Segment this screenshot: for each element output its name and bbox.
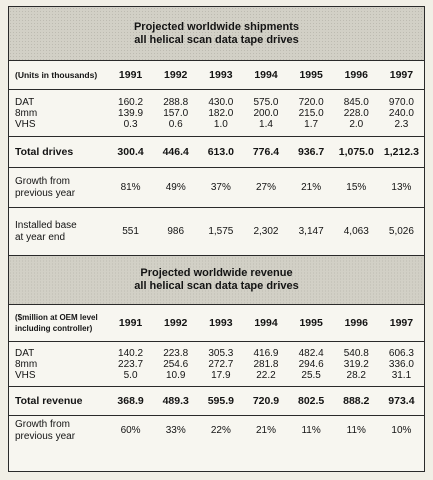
format-values-cell [153, 342, 198, 387]
text-line: VHS [15, 118, 36, 130]
table-cell: 416.9 [253, 347, 279, 359]
format-values-cell [198, 90, 243, 137]
table-cell: 200.0 [253, 107, 279, 119]
row-label [9, 208, 108, 256]
table-cell: 157.0 [163, 107, 189, 119]
table-cell: 2.3 [394, 118, 409, 130]
text-line: VHS [15, 369, 36, 381]
table-cell: 13% [379, 168, 424, 208]
table-cell: 1,075.0 [334, 137, 379, 168]
table-cell: 802.5 [289, 387, 334, 416]
table-cell: 182.0 [208, 107, 234, 119]
table-cell: 5.0 [123, 369, 138, 381]
format-values-cell [243, 90, 288, 137]
table-cell: 10.9 [165, 369, 186, 381]
table-cell: 140.2 [118, 347, 144, 359]
shipments-title-row [9, 7, 424, 61]
table-cell: 720.9 [243, 387, 288, 416]
table-cell: 15% [334, 168, 379, 208]
table-cell: 31.1 [391, 369, 412, 381]
table-cell: 986 [153, 208, 198, 256]
table-cell: 160.2 [118, 96, 144, 108]
table-cell: 551 [108, 208, 153, 256]
shipments-table-title [9, 7, 424, 61]
revenue-title-row [9, 256, 424, 305]
table-cell: 25.5 [301, 369, 321, 381]
row-label [9, 168, 108, 208]
year-header: 1996 [334, 305, 379, 342]
revenue-header-row [9, 305, 424, 342]
year-header: 1996 [334, 61, 379, 90]
table-cell: 888.2 [334, 387, 379, 416]
table-cell: 446.4 [153, 137, 198, 168]
revenue-table-title [9, 256, 424, 305]
table-cell: 776.4 [243, 137, 288, 168]
table-cell: 2,302 [243, 208, 288, 256]
year-header: 1994 [243, 61, 288, 90]
table-cell: 1,212.3 [379, 137, 424, 168]
table-cell: 223.8 [163, 347, 189, 359]
text-line: ($million at OEM level [15, 313, 98, 322]
row-label [9, 416, 108, 447]
table-cell: 11% [301, 425, 321, 436]
format-values-cell [289, 342, 334, 387]
table-cell: 139.9 [118, 107, 144, 119]
table-cell: 575.0 [253, 96, 279, 108]
text-line: 8mm [15, 358, 38, 370]
year-header: 1997 [379, 61, 424, 90]
text-line: all helical scan data tape drives [134, 33, 299, 46]
text-line: previous year [15, 187, 76, 199]
table-cell: 540.8 [343, 347, 369, 359]
table-cell: 2.0 [349, 118, 364, 130]
table-cell: 272.7 [208, 358, 234, 370]
table-cell: 3,147 [289, 208, 334, 256]
table-cell: 1.0 [213, 118, 228, 130]
shipments-total-row [9, 137, 424, 168]
table-cell: 240.0 [388, 107, 414, 119]
format-values-cell [379, 90, 424, 137]
year-header: 1993 [198, 305, 243, 342]
table-cell: 0.6 [168, 118, 183, 130]
table-cell: 228.0 [343, 107, 369, 119]
table-cell: 845.0 [343, 96, 369, 108]
table-cell: 281.8 [253, 358, 279, 370]
table-cell: 305.3 [208, 347, 234, 359]
row-label: Total revenue [9, 387, 108, 416]
format-values-cell [108, 342, 153, 387]
year-header: 1993 [198, 61, 243, 90]
table-cell: 1,575 [198, 208, 243, 256]
table-cell: 336.0 [388, 358, 414, 370]
table-cell: 294.6 [298, 358, 324, 370]
format-values-cell [334, 90, 379, 137]
format-values-cell [334, 342, 379, 387]
year-header: 1995 [289, 305, 334, 342]
data-table-panel [8, 6, 425, 472]
table-cell: 37% [198, 168, 243, 208]
table-cell: 936.7 [289, 137, 334, 168]
table-cell: 319.2 [343, 358, 369, 370]
year-header: 1991 [108, 305, 153, 342]
table-cell: 613.0 [198, 137, 243, 168]
year-header: 1995 [289, 61, 334, 90]
text-line: all helical scan data tape drives [134, 280, 299, 292]
table-cell: 27% [243, 168, 288, 208]
table-cell: 973.4 [379, 387, 424, 416]
table-cell: 223.7 [118, 358, 144, 370]
text-line: at year end [15, 231, 66, 243]
year-header: 1994 [243, 305, 288, 342]
format-values-cell [108, 90, 153, 137]
table-cell: 10% [391, 425, 412, 436]
year-header: 1997 [379, 305, 424, 342]
table-cell: 0.3 [123, 118, 138, 130]
table-cell: 1.4 [259, 118, 273, 130]
table-cell: 11% [346, 425, 366, 436]
table-cell: 33% [165, 425, 186, 436]
text-line: Growth from [15, 419, 71, 430]
format-values-cell [243, 342, 288, 387]
table-cell: 720.0 [298, 96, 324, 108]
table-cell: 21% [255, 425, 276, 436]
table-cell: 595.9 [198, 387, 243, 416]
shipments-growth-row [9, 168, 424, 208]
format-values-cell [289, 90, 334, 137]
table-cell: 4,063 [334, 208, 379, 256]
table-cell: 489.3 [153, 387, 198, 416]
table-cell: 28.2 [346, 369, 366, 381]
text-line: previous year [15, 431, 76, 442]
table-cell: 970.0 [388, 96, 414, 108]
revenue-unit-label [9, 305, 108, 342]
text-line: Growth from [15, 175, 71, 187]
table-cell: 49% [153, 168, 198, 208]
format-labels [9, 342, 108, 387]
format-values-cell [153, 90, 198, 137]
text-line: 8mm [15, 107, 38, 119]
revenue-format-rows [9, 342, 424, 387]
shipments-format-rows [9, 90, 424, 137]
format-labels [9, 90, 108, 137]
text-line: Installed base [15, 219, 77, 231]
text-line: including controller) [15, 324, 93, 333]
table-cell: 5,026 [379, 208, 424, 256]
shipments-header-row [9, 61, 424, 90]
table-cell: 215.0 [298, 107, 324, 119]
table-cell: 482.4 [298, 347, 324, 359]
table-cell: 288.8 [163, 96, 189, 108]
table-cell: 17.9 [211, 369, 231, 381]
year-header: 1991 [108, 61, 153, 90]
text-line: Projected worldwide shipments [133, 20, 300, 33]
table-cell: 606.3 [388, 347, 414, 359]
table-cell: 368.9 [108, 387, 153, 416]
row-label: Total drives [9, 137, 108, 168]
format-values-cell [198, 342, 243, 387]
revenue-total-row [9, 387, 424, 416]
table-cell: 21% [289, 168, 334, 208]
table-cell: 300.4 [108, 137, 153, 168]
table-cell: 60% [120, 425, 141, 436]
table-cell: 430.0 [208, 96, 234, 108]
text-line: DAT [15, 96, 35, 108]
year-header: 1992 [153, 305, 198, 342]
shipments-installed-row [9, 208, 424, 256]
shipments-revenue-table [9, 7, 424, 446]
year-header: 1992 [153, 61, 198, 90]
table-cell: 1.7 [304, 118, 319, 130]
table-cell: 254.6 [163, 358, 189, 370]
text-line: Projected worldwide revenue [140, 267, 293, 279]
text-line: DAT [15, 347, 35, 359]
format-values-cell [379, 342, 424, 387]
table-cell: 22% [210, 425, 231, 436]
table-cell: 81% [108, 168, 153, 208]
shipments-unit-label: (Units in thousands) [9, 61, 108, 90]
table-cell: 22.2 [256, 369, 276, 381]
revenue-growth-row [9, 416, 424, 447]
